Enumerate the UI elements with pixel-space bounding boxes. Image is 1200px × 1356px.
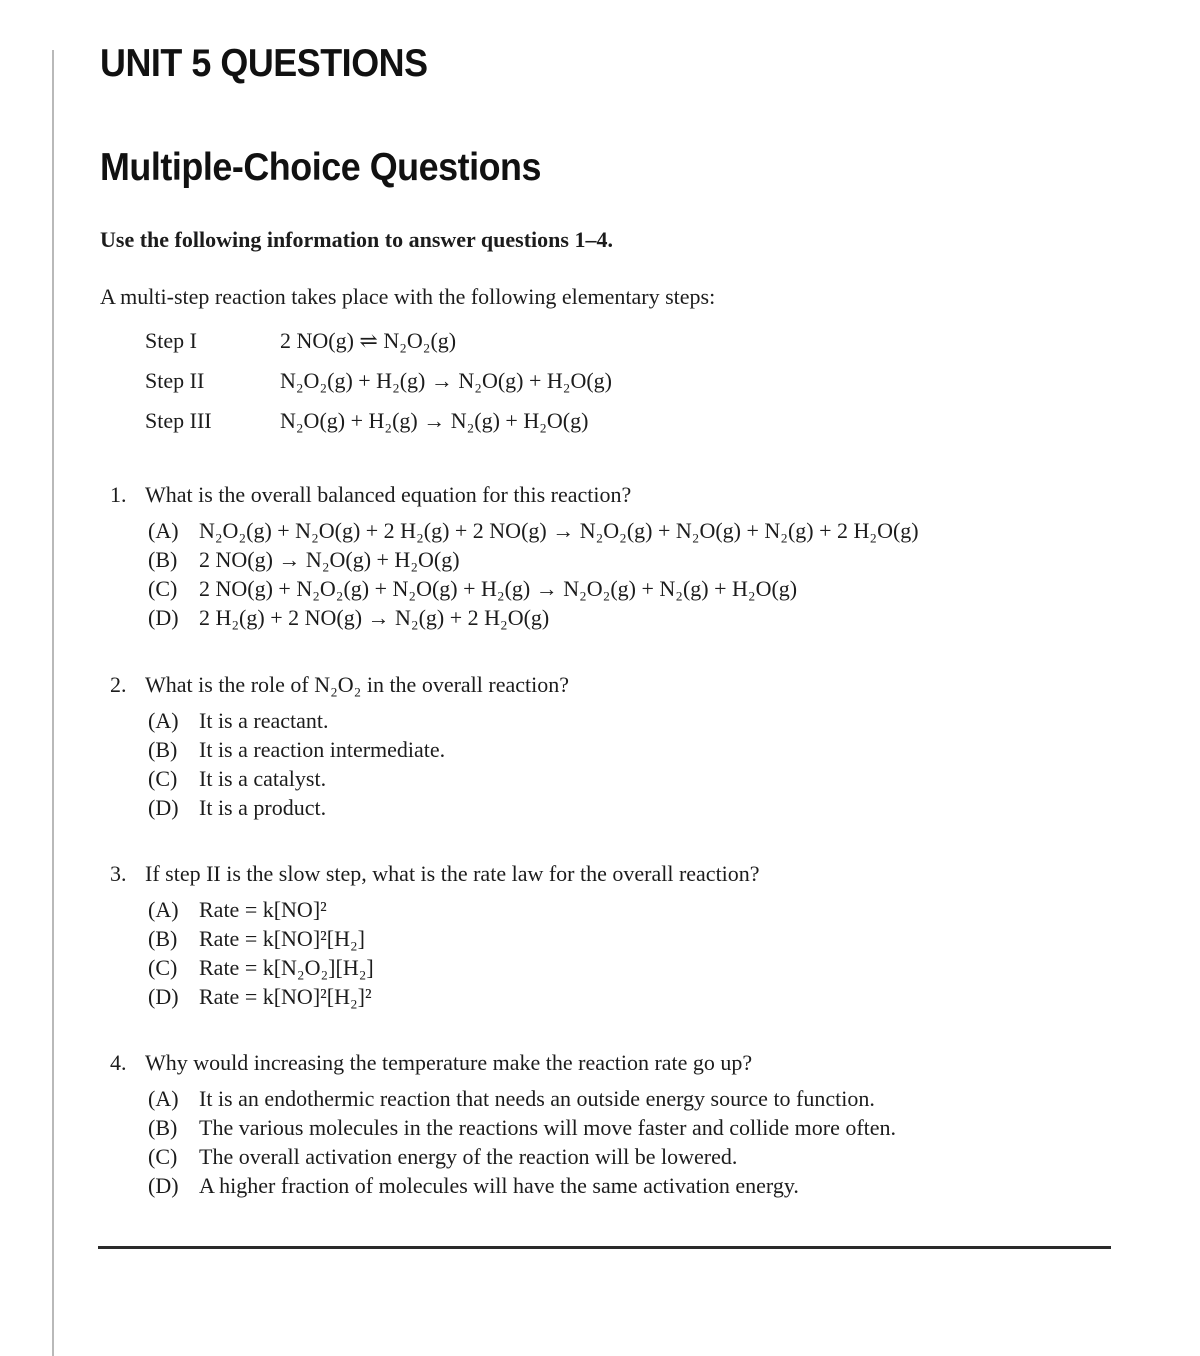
question-2 [110,672,569,824]
choice-letter: (D) [148,605,179,630]
question-stem [110,672,569,698]
choice-letter: (D) [148,1173,179,1198]
step-equation: N₂O₂(g) + H₂(g) → N₂O(g) + H₂O(g) [280,368,612,393]
question-stem [110,1050,896,1076]
choice-text: N₂O₂(g) + N₂O(g) + 2 H₂(g) + 2 NO(g) → N₂O₂(g) + N₂O(g) + N₂(g) + 2 H₂O(g) [199,518,919,543]
answer-choice [148,795,569,824]
question-text: What is the overall balanced equation for this reaction? [145,482,632,507]
question-stem [110,861,760,887]
answer-choice [148,605,919,634]
answer-choice [148,547,919,576]
question-number: 3. [110,861,127,886]
question-number: 2. [110,672,127,697]
elementary-steps [145,328,612,448]
unit-title: UNIT 5 QUESTIONS [100,42,428,85]
choice-text: Rate = k[NO]²[H₂]² [199,984,372,1009]
step-equation: 2 NO(g) ⇌ N₂O₂(g) [280,328,457,353]
choice-letter: (B) [148,737,178,762]
bottom-divider [98,1246,1111,1249]
choice-text: It is an endothermic reaction that needs an outside energy source to function. [199,1086,875,1111]
answer-choice [148,1144,896,1173]
choice-text: Rate = k[N₂O₂][H₂] [199,955,374,980]
choice-letter: (B) [148,926,178,951]
question-text: Why would increasing the temperature make the reaction rate go up? [145,1050,753,1075]
answer-choice [148,737,569,766]
choice-letter: (A) [148,708,179,733]
answer-choice [148,766,569,795]
choice-text: The overall activation energy of the reaction will be lowered. [199,1144,738,1169]
answer-choice [148,897,760,926]
step-label: Step I [145,328,197,353]
instruction-text: Use the following information to answer questions 1–4. [100,227,613,252]
step-row [145,408,612,448]
question-4 [110,1050,896,1202]
choice-text: It is a catalyst. [199,766,327,791]
step-label: Step III [145,408,212,433]
answer-choices [148,708,569,824]
step-row [145,328,612,368]
answer-choice [148,1173,896,1202]
choice-text: 2 H₂(g) + 2 NO(g) → N₂(g) + 2 H₂O(g) [199,605,550,630]
answer-choice [148,576,919,605]
question-stem [110,482,919,508]
intro-text: A multi-step reaction takes place with the following elementary steps: [100,284,716,309]
question-text: If step II is the slow step, what is the rate law for the overall reaction? [145,861,760,886]
answer-choices [148,1086,896,1202]
question-3 [110,861,760,1013]
answer-choices [148,897,760,1013]
choice-text: It is a reaction intermediate. [199,737,446,762]
question-number: 1. [110,482,127,507]
choice-text: A higher fraction of molecules will have the same activation energy. [199,1173,799,1198]
choice-text: 2 NO(g) → N₂O(g) + H₂O(g) [199,547,460,572]
choice-text: It is a reactant. [199,708,329,733]
choice-letter: (C) [148,955,178,980]
answer-choice [148,955,760,984]
choice-letter: (B) [148,547,178,572]
choice-text: Rate = k[NO]² [199,897,327,922]
page-margin-rule [52,50,54,1356]
choice-text: It is a product. [199,795,327,820]
answer-choice [148,984,760,1013]
question-number: 4. [110,1050,127,1075]
choice-text: Rate = k[NO]²[H₂] [199,926,365,951]
choice-letter: (D) [148,795,179,820]
answer-choice [148,708,569,737]
step-equation: N₂O(g) + H₂(g) → N₂(g) + H₂O(g) [280,408,589,433]
step-label: Step II [145,368,205,393]
choice-letter: (C) [148,1144,178,1169]
choice-letter: (D) [148,984,179,1009]
choice-letter: (C) [148,576,178,601]
question-text: What is the role of N₂O₂ in the overall reaction? [145,672,570,697]
choice-letter: (C) [148,766,178,791]
choice-text: The various molecules in the reactions will move faster and collide more often. [199,1115,897,1140]
answer-choices [148,518,919,634]
section-title: Multiple-Choice Questions [100,146,542,189]
answer-choice [148,1115,896,1144]
question-1 [110,482,919,634]
choice-text: 2 NO(g) + N₂O₂(g) + N₂O(g) + H₂(g) → N₂O₂(g) + N₂(g) + H₂O(g) [199,576,798,601]
answer-choice [148,518,919,547]
choice-letter: (A) [148,518,179,543]
choice-letter: (B) [148,1115,178,1140]
answer-choice [148,926,760,955]
choice-letter: (A) [148,897,179,922]
choice-letter: (A) [148,1086,179,1111]
answer-choice [148,1086,896,1115]
step-row [145,368,612,408]
